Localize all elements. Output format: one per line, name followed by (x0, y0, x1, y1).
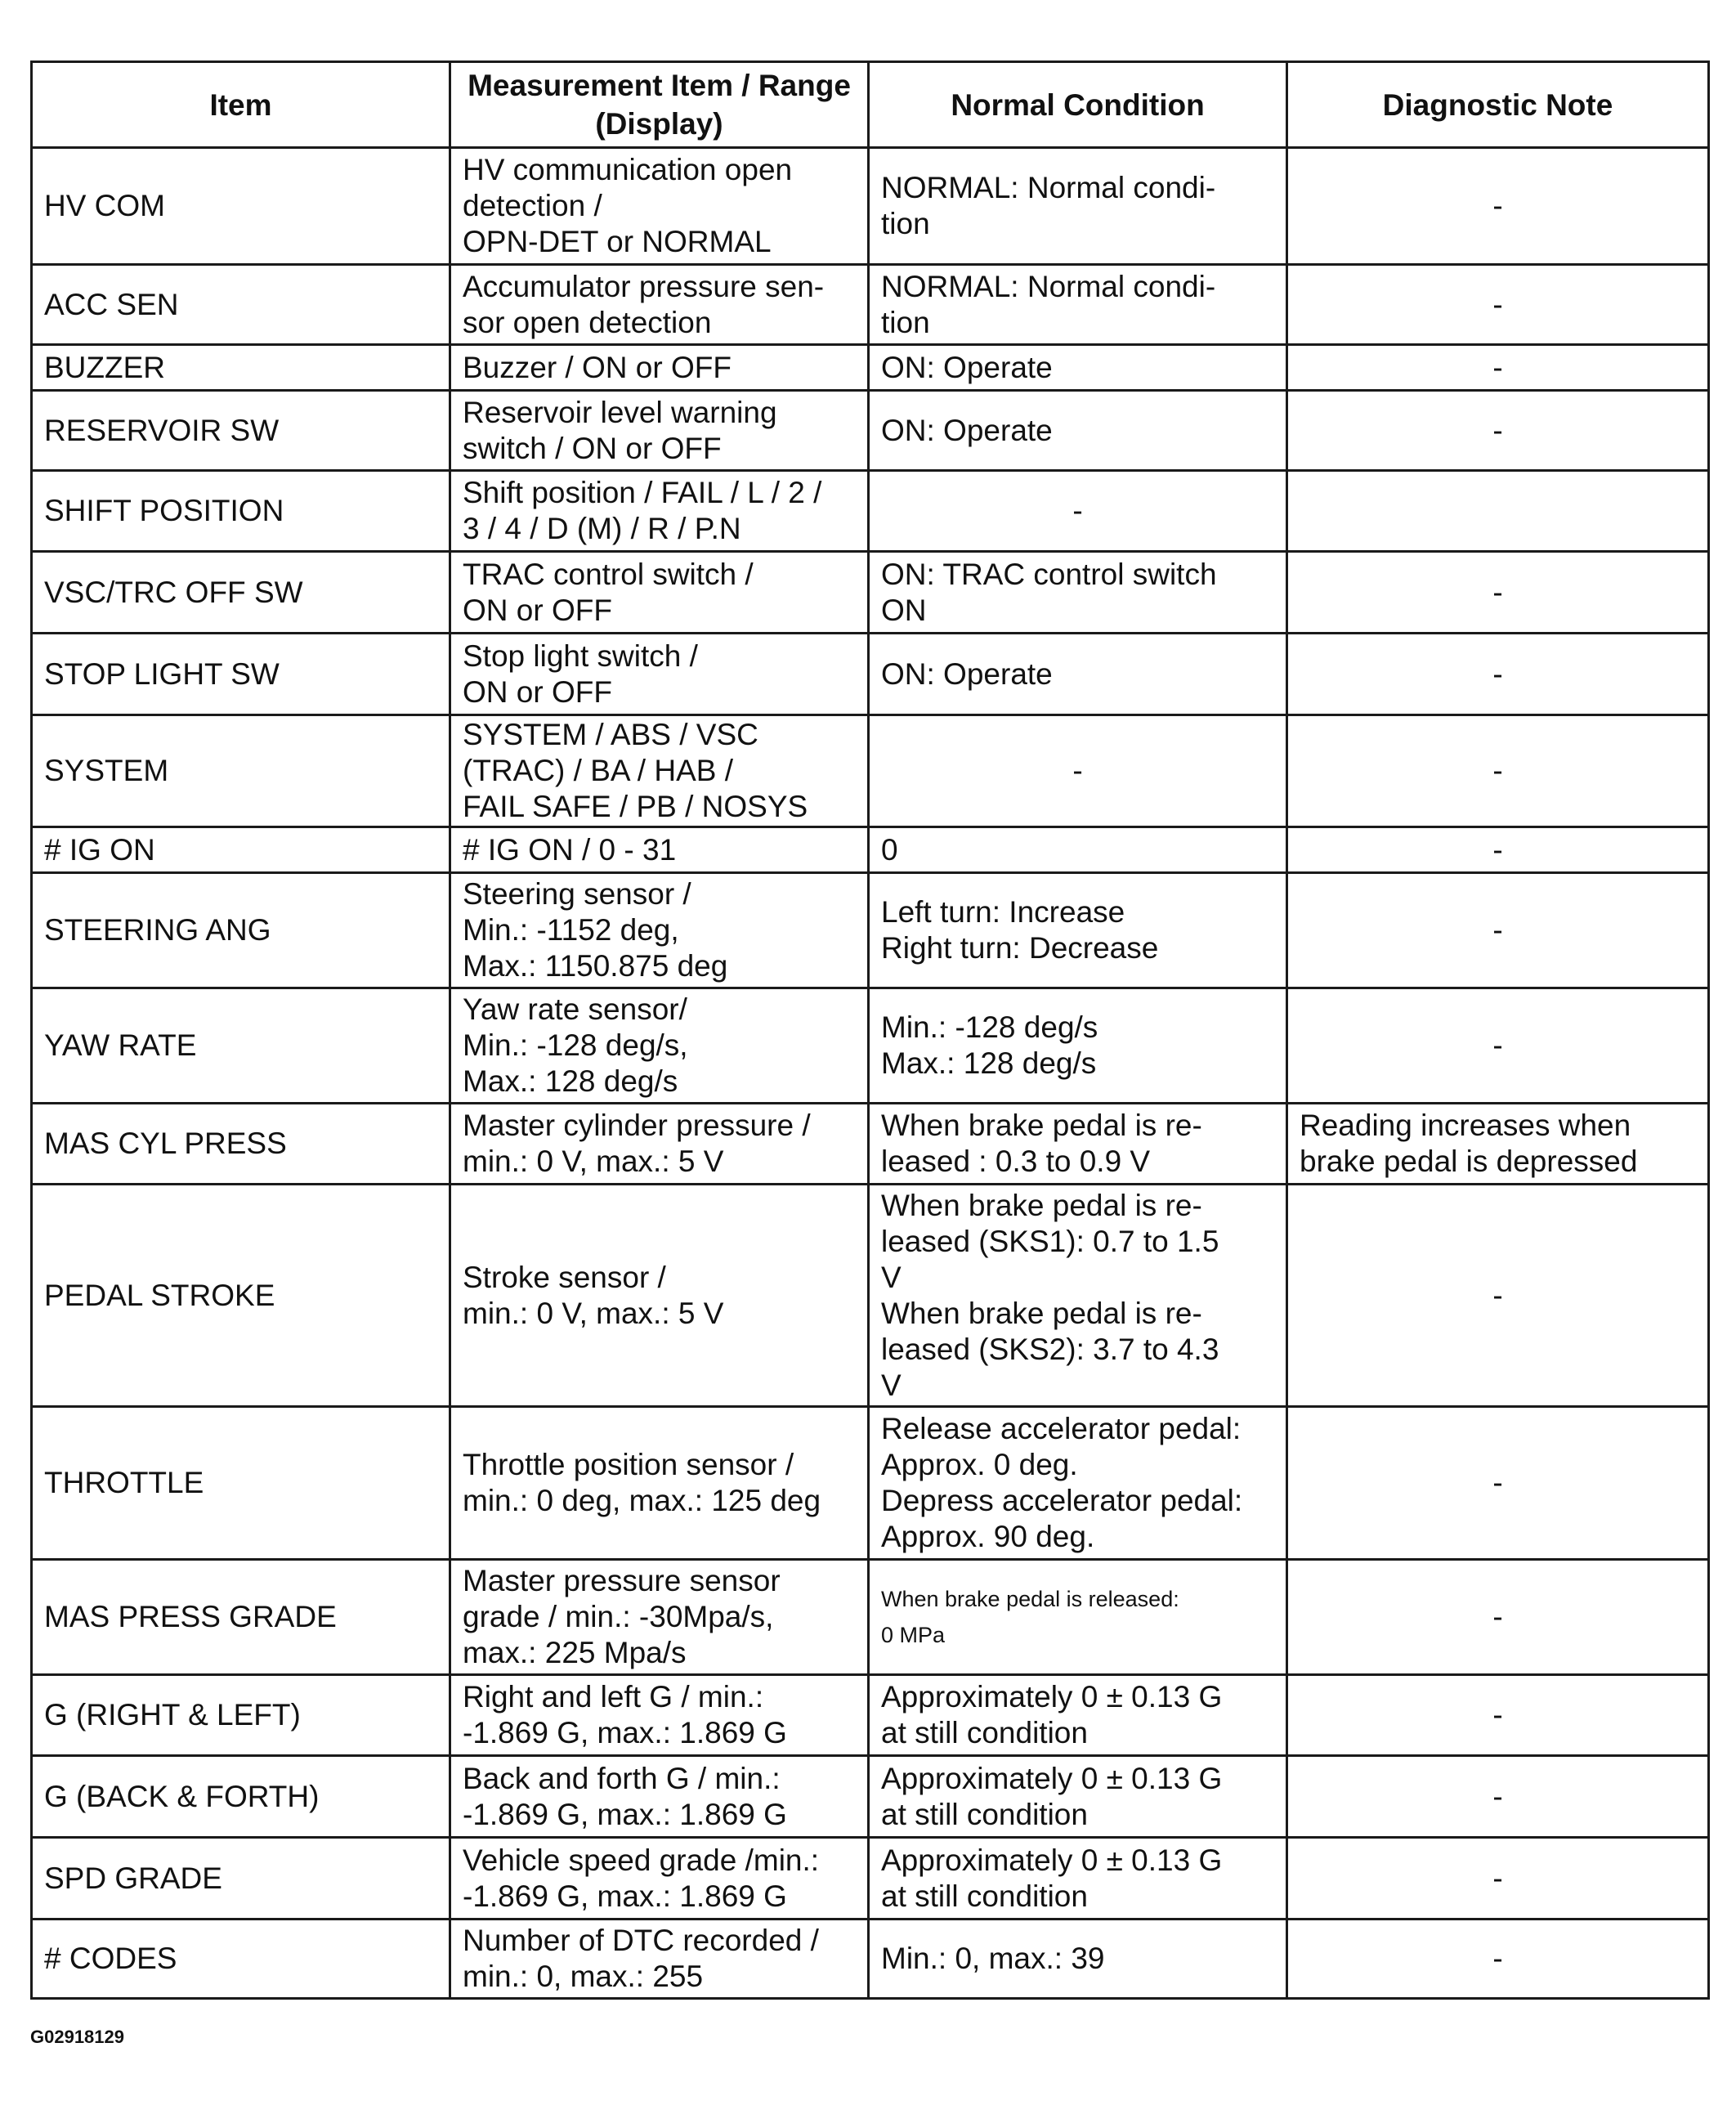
table-row (32, 1104, 1709, 1185)
item-cell: SHIFT POSITION (32, 471, 450, 552)
item-cell: G (BACK & FORTH) (32, 1756, 450, 1838)
diagnostic-note-cell: - (1287, 148, 1709, 265)
table-row (32, 1756, 1709, 1838)
item-cell: G (RIGHT & LEFT) (32, 1675, 450, 1756)
measurement-cell: Throttle position sensor / min.: 0 deg, max.: 125 deg (450, 1407, 869, 1560)
table-row (32, 1560, 1709, 1675)
item-cell: MAS PRESS GRADE (32, 1560, 450, 1675)
table-row (32, 552, 1709, 634)
measurement-cell: Master cylinder pressure / min.: 0 V, max.: 5 V (450, 1104, 869, 1185)
item-cell: ACC SEN (32, 265, 450, 345)
measurement-cell: Buzzer / ON or OFF (450, 345, 869, 391)
measurement-cell: Reservoir level warning switch / ON or OFF (450, 391, 869, 471)
table-row (32, 148, 1709, 265)
table-row (32, 1920, 1709, 1999)
item-cell: THROTTLE (32, 1407, 450, 1560)
measurement-cell: Steering sensor / Min.: -1152 deg, Max.: 1150.875 deg (450, 873, 869, 988)
normal-condition-cell: NORMAL: Normal condi- tion (869, 148, 1287, 265)
measurement-cell: Vehicle speed grade /min.: -1.869 G, max.: 1.869 G (450, 1838, 869, 1920)
figure-id: G02918129 (30, 2027, 124, 2047)
header-diagnostic-note: Diagnostic Note (1287, 62, 1709, 148)
measurement-cell: Stroke sensor / min.: 0 V, max.: 5 V (450, 1185, 869, 1407)
item-cell: PEDAL STROKE (32, 1185, 450, 1407)
item-cell: STOP LIGHT SW (32, 634, 450, 715)
diagnostic-note-cell: - (1287, 1675, 1709, 1756)
item-cell: # IG ON (32, 827, 450, 873)
diagnostic-note-cell: Reading increases when brake pedal is depressed (1287, 1104, 1709, 1185)
diagnostic-note-cell: - (1287, 1185, 1709, 1407)
item-cell: HV COM (32, 148, 450, 265)
measurement-cell: Accumulator pressure sen- sor open detection (450, 265, 869, 345)
measurement-cell: Shift position / FAIL / L / 2 / 3 / 4 / D (M) / R / P.N (450, 471, 869, 552)
table-row (32, 988, 1709, 1104)
table-row (32, 827, 1709, 873)
normal-condition-cell: When brake pedal is released: 0 MPa (869, 1560, 1287, 1675)
item-cell: # CODES (32, 1920, 450, 1999)
diagnostic-note-cell: - (1287, 1838, 1709, 1920)
item-cell: SYSTEM (32, 715, 450, 827)
table-row (32, 1407, 1709, 1560)
normal-condition-cell: ON: Operate (869, 634, 1287, 715)
normal-condition-cell: Release accelerator pedal: Approx. 0 deg. Depress accelerator pedal: Approx. 90 deg. (869, 1407, 1287, 1560)
diagnostic-note-cell: - (1287, 391, 1709, 471)
table-row (32, 345, 1709, 391)
table-row (32, 715, 1709, 827)
diagnostic-note-cell: - (1287, 1756, 1709, 1838)
normal-condition-cell: Min.: 0, max.: 39 (869, 1920, 1287, 1999)
measurement-cell: Back and forth G / min.: -1.869 G, max.: 1.869 G (450, 1756, 869, 1838)
header-measurement: Measurement Item / Range (Display) (450, 62, 869, 148)
table-row (32, 1675, 1709, 1756)
table-row (32, 1838, 1709, 1920)
item-cell: VSC/TRC OFF SW (32, 552, 450, 634)
table-row (32, 634, 1709, 715)
normal-condition-cell: ON: Operate (869, 345, 1287, 391)
diagnostic-note-cell: - (1287, 827, 1709, 873)
normal-condition-cell: When brake pedal is re- leased (SKS1): 0.7 to 1.5 V When brake pedal is re- leased (SKS2): 3.7 to 4.3 V (869, 1185, 1287, 1407)
normal-condition-cell: ON: Operate (869, 391, 1287, 471)
diagnostic-note-cell: - (1287, 715, 1709, 827)
diagnostic-note-cell: - (1287, 1920, 1709, 1999)
normal-condition-cell: When brake pedal is re- leased : 0.3 to 0.9 V (869, 1104, 1287, 1185)
data-list-table (30, 60, 1710, 2000)
diagnostic-note-cell (1287, 471, 1709, 552)
diagnostic-note-cell: - (1287, 1560, 1709, 1675)
item-cell: BUZZER (32, 345, 450, 391)
diagnostic-note-cell: - (1287, 552, 1709, 634)
diagnostic-note-cell: - (1287, 265, 1709, 345)
normal-condition-cell: Left turn: Increase Right turn: Decrease (869, 873, 1287, 988)
item-cell: RESERVOIR SW (32, 391, 450, 471)
normal-condition-cell: - (869, 471, 1287, 552)
header-row (32, 62, 1709, 148)
diagnostic-note-cell: - (1287, 1407, 1709, 1560)
data-list-table-container (30, 60, 1707, 2000)
normal-condition-cell: Approximately 0 ± 0.13 G at still condition (869, 1838, 1287, 1920)
measurement-cell: Number of DTC recorded / min.: 0, max.: 255 (450, 1920, 869, 1999)
measurement-cell: HV communication open detection / OPN-DET or NORMAL (450, 148, 869, 265)
measurement-cell: # IG ON / 0 - 31 (450, 827, 869, 873)
item-cell: MAS CYL PRESS (32, 1104, 450, 1185)
item-cell: SPD GRADE (32, 1838, 450, 1920)
measurement-cell: Right and left G / min.: -1.869 G, max.: 1.869 G (450, 1675, 869, 1756)
table-header (32, 62, 1709, 148)
measurement-cell: Yaw rate sensor/ Min.: -128 deg/s, Max.: 128 deg/s (450, 988, 869, 1104)
measurement-cell: Stop light switch / ON or OFF (450, 634, 869, 715)
table-row (32, 391, 1709, 471)
diagnostic-note-cell: - (1287, 345, 1709, 391)
normal-condition-cell: 0 (869, 827, 1287, 873)
header-normal-condition: Normal Condition (869, 62, 1287, 148)
normal-condition-cell: - (869, 715, 1287, 827)
normal-condition-cell: Min.: -128 deg/s Max.: 128 deg/s (869, 988, 1287, 1104)
normal-condition-cell: ON: TRAC control switch ON (869, 552, 1287, 634)
table-body (32, 148, 1709, 1999)
normal-condition-cell: Approximately 0 ± 0.13 G at still condition (869, 1756, 1287, 1838)
diagnostic-note-cell: - (1287, 988, 1709, 1104)
table-row (32, 1185, 1709, 1407)
measurement-cell: SYSTEM / ABS / VSC (TRAC) / BA / HAB / FAIL SAFE / PB / NOSYS (450, 715, 869, 827)
measurement-cell: Master pressure sensor grade / min.: -30Mpa/s, max.: 225 Mpa/s (450, 1560, 869, 1675)
diagnostic-note-cell: - (1287, 873, 1709, 988)
table-row (32, 873, 1709, 988)
item-cell: STEERING ANG (32, 873, 450, 988)
header-item: Item (32, 62, 450, 148)
table-row (32, 471, 1709, 552)
diagnostic-note-cell: - (1287, 634, 1709, 715)
measurement-cell: TRAC control switch / ON or OFF (450, 552, 869, 634)
normal-condition-cell: Approximately 0 ± 0.13 G at still condition (869, 1675, 1287, 1756)
normal-condition-cell: NORMAL: Normal condi- tion (869, 265, 1287, 345)
table-row (32, 265, 1709, 345)
item-cell: YAW RATE (32, 988, 450, 1104)
